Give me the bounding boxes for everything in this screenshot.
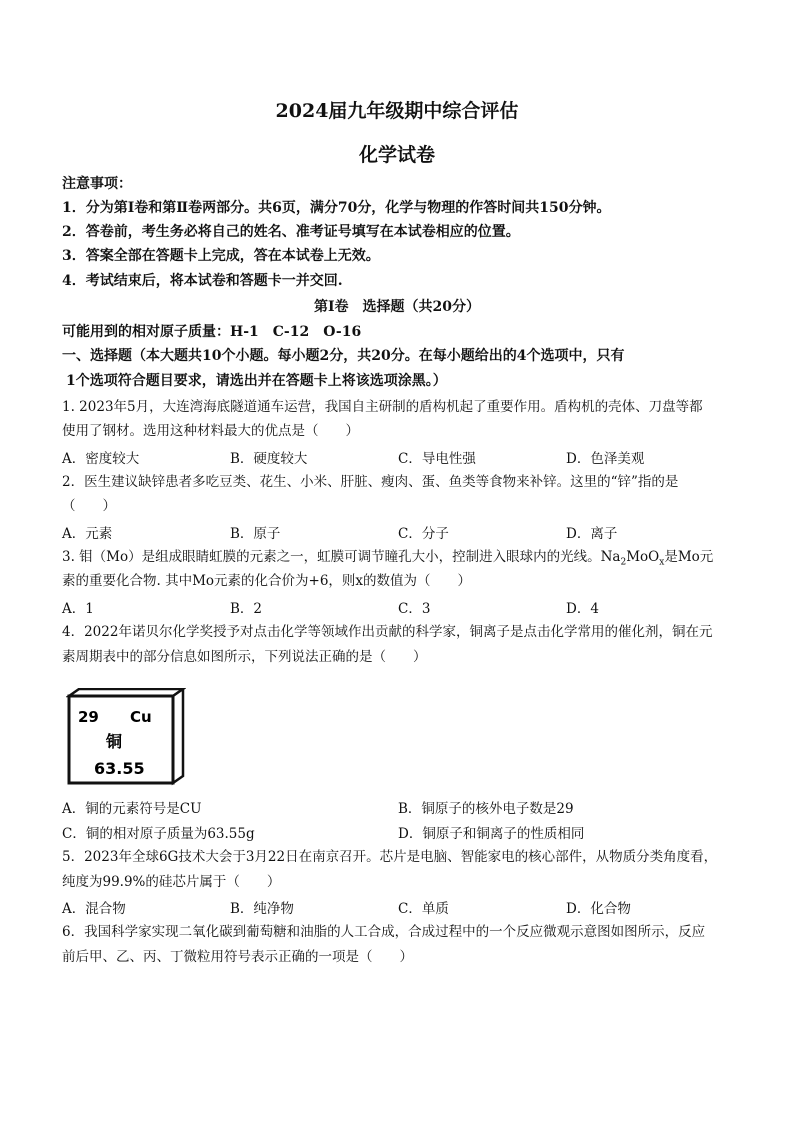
part1-heading: 第Ⅰ卷 选择题（共20分） (313, 299, 481, 315)
periodic-cell-figure (66, 688, 186, 788)
question-3-text: 素的重要化合物. 其中Mo元素的化合价为+6，则x的数值为（ ） (62, 573, 472, 589)
option-c[interactable]: C．分子 (398, 526, 449, 542)
exam-title: 2024届九年级期中综合评估 (275, 100, 519, 122)
atomic-mass: 63.55 (94, 759, 145, 778)
notice-item: 4．考试结束后，将本试卷和答题卡一并交回. (62, 273, 343, 289)
section-instructions: 1个选项符合题目要求，请选出并在答题卡上将该选项涂黑。） (66, 373, 447, 389)
element-name: 铜 (106, 732, 123, 751)
option-b[interactable]: B．2 (230, 601, 263, 617)
question-3-text (62, 547, 742, 573)
option-d[interactable]: D．色泽美观 (566, 451, 645, 467)
question-2-text: 2．医生建议缺锌患者多吃豆类、花生、小米、肝脏、瘦肉、蛋、鱼类等食物来补锌。这里的“锌”指的是 (62, 474, 679, 490)
option-a[interactable]: A．密度较大 (62, 451, 140, 467)
atomic-number: 29 (78, 708, 99, 726)
question-4-text: 素周期表中的部分信息如图所示，下列说法正确的是（ ） (62, 649, 427, 665)
q3-text-part: MoO (626, 549, 660, 565)
question-1-text: 1. 2023年5月，大连湾海底隧道通车运营，我国自主研制的盾构机起了重要作用。盾构机的壳体、刀盘等都 (62, 399, 703, 415)
option-a[interactable]: A．混合物 (62, 901, 126, 917)
option-a[interactable]: A．铜的元素符号是CU (62, 801, 202, 817)
question-6-text: 6．我国科学家实现二氧化碳到葡萄糖和油脂的人工合成，合成过程中的一个反应微观示意图如图所示，反应 (62, 924, 706, 940)
option-d[interactable]: D．铜原子和铜离子的性质相同 (398, 826, 585, 842)
option-b[interactable]: B．硬度较大 (230, 451, 308, 467)
exam-subtitle: 化学试卷 (358, 144, 435, 166)
q3-text-part: 是Mo元 (664, 549, 714, 565)
option-c[interactable]: C．单质 (398, 901, 449, 917)
question-6-text: 前后甲、乙、丙、丁微粒用符号表示正确的一项是（ ） (62, 949, 413, 965)
option-b[interactable]: B．纯净物 (230, 901, 294, 917)
option-a[interactable]: A．1 (62, 601, 94, 617)
option-c[interactable]: C．导电性强 (398, 451, 476, 467)
q3-subscript: x (659, 557, 665, 568)
q3-subscript: 2 (620, 557, 627, 568)
notice-item: 1．分为第Ⅰ卷和第Ⅱ卷两部分。共6页，满分70分，化学与物理的作答时间共150分钟。 (62, 200, 611, 216)
question-5-text: 纯度为99.9%的硅芯片属于（ ） (62, 874, 281, 890)
option-c[interactable]: C．铜的相对原子质量为63.55g (62, 826, 255, 842)
question-2-text: （ ） (62, 498, 116, 514)
notice-item: 2．答卷前，考生务必将自己的姓名、准考证号填写在本试卷相应的位置。 (62, 224, 520, 240)
option-d[interactable]: D．4 (566, 601, 599, 617)
question-1-text: 使用了钢材。选用这种材料最大的优点是（ ） (62, 423, 359, 439)
atomic-masses: 可能用到的相对原子质量：H-1 C-12 O-16 (62, 324, 362, 340)
option-b[interactable]: B．原子 (230, 526, 281, 542)
notice-heading: 注意事项： (62, 176, 132, 192)
option-d[interactable]: D．离子 (566, 526, 618, 542)
question-4-text: 4．2022年诺贝尔化学奖授予对点击化学等领域作出贡献的科学家，铜离子是点击化学常用的催化剂，铜在元 (62, 624, 713, 640)
element-symbol: Cu (130, 708, 152, 726)
option-b[interactable]: B．铜原子的核外电子数是29 (398, 801, 574, 817)
question-5-text: 5．2023年全球6G技术大会于3月22日在南京召开。芯片是电脑、智能家电的核心部件，从物质分类角度看， (62, 849, 718, 865)
section-instructions: 一、选择题（本大题共10个小题。每小题2分，共20分。在每小题给出的4个选项中，只有 (62, 348, 625, 364)
option-c[interactable]: C．3 (398, 601, 431, 617)
option-a[interactable]: A．元素 (62, 526, 113, 542)
q3-text-part: 3. 钼（Mo）是组成眼睛虹膜的元素之一，虹膜可调节瞳孔大小，控制进入眼球内的光线。Na (62, 549, 621, 565)
notice-item: 3．答案全部在答题卡上完成，答在本试卷上无效。 (62, 248, 380, 264)
option-d[interactable]: D．化合物 (566, 901, 631, 917)
